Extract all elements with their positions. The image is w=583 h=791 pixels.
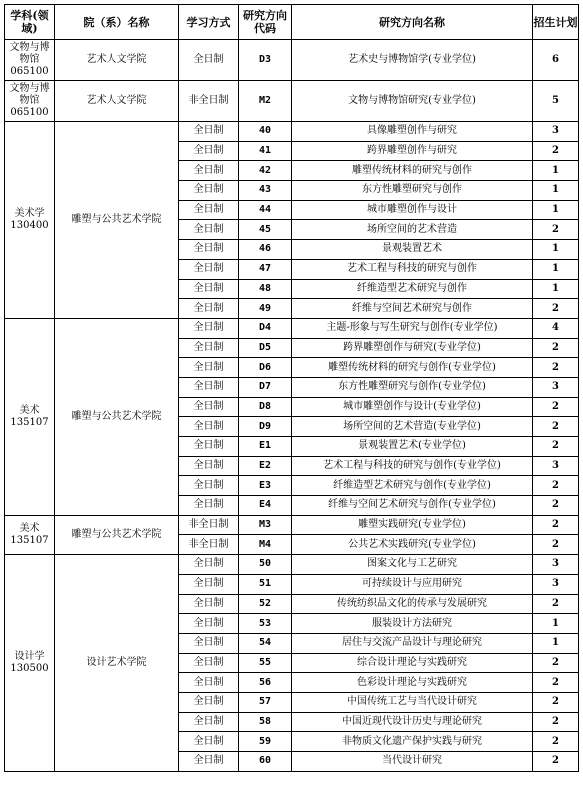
direction-cell: 纤维造型艺术研究与创作(专业学位) [292, 476, 533, 496]
code-cell: 57 [239, 692, 292, 712]
direction-cell: 艺术工程与科技的研究与创作 [292, 259, 533, 279]
direction-cell: 主题-形象与写生研究与创作(专业学位) [292, 318, 533, 338]
code-cell: D8 [239, 397, 292, 417]
mode-cell: 全日制 [179, 397, 239, 417]
plan-cell: 2 [533, 752, 579, 772]
code-cell: 43 [239, 181, 292, 201]
mode-cell: 非全日制 [179, 81, 239, 122]
code-cell: 60 [239, 752, 292, 772]
plan-cell: 2 [533, 299, 579, 319]
mode-cell: 全日制 [179, 614, 239, 634]
header-college: 院（系）名称 [55, 5, 179, 40]
direction-cell: 景观装置艺术 [292, 240, 533, 260]
code-cell: D7 [239, 377, 292, 397]
plan-cell: 2 [533, 476, 579, 496]
code-cell: D4 [239, 318, 292, 338]
mode-cell: 全日制 [179, 122, 239, 142]
plan-cell: 1 [533, 259, 579, 279]
header-mode: 学习方式 [179, 5, 239, 40]
header-subject: 学科(领域) [5, 5, 55, 40]
mode-cell: 全日制 [179, 220, 239, 240]
direction-cell: 居住与交流产品设计与理论研究 [292, 633, 533, 653]
direction-cell: 场所空间的艺术营造(专业学位) [292, 417, 533, 437]
college-cell: 雕塑与公共艺术学院 [55, 515, 179, 554]
subject-name: 设计学 [14, 650, 45, 662]
plan-cell: 1 [533, 240, 579, 260]
direction-cell: 图案文化与工艺研究 [292, 555, 533, 575]
mode-cell: 全日制 [179, 240, 239, 260]
direction-cell: 纤维造型艺术研究与创作 [292, 279, 533, 299]
mode-cell: 全日制 [179, 299, 239, 319]
mode-cell: 全日制 [179, 40, 239, 81]
direction-cell: 跨界雕塑创作与研究(专业学位) [292, 338, 533, 358]
subject-cell [5, 40, 55, 81]
mode-cell: 全日制 [179, 358, 239, 378]
code-cell: M2 [239, 81, 292, 122]
direction-cell: 中国传统工艺与当代设计研究 [292, 692, 533, 712]
plan-cell: 2 [533, 692, 579, 712]
plan-cell: 1 [533, 279, 579, 299]
plan-cell: 3 [533, 456, 579, 476]
table-body [5, 40, 579, 772]
header-row [5, 5, 579, 40]
plan-cell: 2 [533, 535, 579, 555]
college-cell: 艺术人文学院 [55, 40, 179, 81]
direction-cell: 场所空间的艺术营造 [292, 220, 533, 240]
subject-name: 美术 [19, 404, 40, 416]
direction-cell: 当代设计研究 [292, 752, 533, 772]
direction-cell: 纤维与空间艺术研究与创作 [292, 299, 533, 319]
table-row [5, 81, 579, 122]
mode-cell: 全日制 [179, 594, 239, 614]
mode-cell: 全日制 [179, 141, 239, 161]
code-cell: E4 [239, 496, 292, 516]
enrollment-table [4, 4, 579, 772]
plan-cell: 2 [533, 417, 579, 437]
subject-name: 文物与博物馆 [9, 42, 50, 65]
plan-cell: 1 [533, 161, 579, 181]
code-cell: 54 [239, 633, 292, 653]
direction-cell: 跨界雕塑创作与研究 [292, 141, 533, 161]
mode-cell: 全日制 [179, 279, 239, 299]
mode-cell: 全日制 [179, 555, 239, 575]
plan-cell: 2 [533, 397, 579, 417]
plan-cell: 3 [533, 574, 579, 594]
mode-cell: 全日制 [179, 181, 239, 201]
subject-cell [5, 515, 55, 554]
plan-cell: 3 [533, 377, 579, 397]
direction-cell: 非物质文化遗产保护实践与研究 [292, 732, 533, 752]
plan-cell: 2 [533, 358, 579, 378]
plan-cell: 2 [533, 496, 579, 516]
direction-cell: 城市雕塑创作与设计(专业学位) [292, 397, 533, 417]
code-cell: 48 [239, 279, 292, 299]
plan-cell: 2 [533, 437, 579, 457]
direction-cell: 色彩设计理论与实践研究 [292, 673, 533, 693]
mode-cell: 非全日制 [179, 515, 239, 535]
mode-cell: 全日制 [179, 653, 239, 673]
mode-cell: 全日制 [179, 692, 239, 712]
plan-cell: 2 [533, 220, 579, 240]
code-cell: 41 [239, 141, 292, 161]
direction-cell: 东方性雕塑研究与创作(专业学位) [292, 377, 533, 397]
mode-cell: 全日制 [179, 574, 239, 594]
direction-cell: 城市雕塑创作与设计 [292, 200, 533, 220]
header-code: 研究方向代码 [239, 5, 292, 40]
plan-cell: 1 [533, 614, 579, 634]
direction-cell: 雕塑实践研究(专业学位) [292, 515, 533, 535]
mode-cell: 全日制 [179, 752, 239, 772]
header-direction: 研究方向名称 [292, 5, 533, 40]
direction-cell: 文物与博物馆研究(专业学位) [292, 81, 533, 122]
table-row [5, 555, 579, 575]
direction-cell: 可持续设计与应用研究 [292, 574, 533, 594]
mode-cell: 全日制 [179, 456, 239, 476]
direction-cell: 东方性雕塑研究与创作 [292, 181, 533, 201]
direction-cell: 艺术史与博物馆学(专业学位) [292, 40, 533, 81]
code-cell: E1 [239, 437, 292, 457]
subject-code: 135107 [10, 416, 49, 428]
code-cell: 59 [239, 732, 292, 752]
code-cell: D3 [239, 40, 292, 81]
subject-cell [5, 122, 55, 319]
subject-cell [5, 318, 55, 515]
code-cell: E3 [239, 476, 292, 496]
plan-cell: 2 [533, 338, 579, 358]
code-cell: 51 [239, 574, 292, 594]
code-cell: 55 [239, 653, 292, 673]
direction-cell: 具像雕塑创作与研究 [292, 122, 533, 142]
subject-code: 130400 [10, 219, 49, 231]
plan-cell: 2 [533, 594, 579, 614]
code-cell: D5 [239, 338, 292, 358]
table-row [5, 122, 579, 142]
subject-name: 文物与博物馆 [9, 83, 50, 106]
code-cell: 45 [239, 220, 292, 240]
plan-cell: 2 [533, 515, 579, 535]
code-cell: 46 [239, 240, 292, 260]
plan-cell: 1 [533, 181, 579, 201]
mode-cell: 全日制 [179, 161, 239, 181]
subject-code: 065100 [10, 66, 49, 77]
subject-code: 130500 [10, 662, 49, 674]
mode-cell: 全日制 [179, 259, 239, 279]
college-cell: 雕塑与公共艺术学院 [55, 122, 179, 319]
code-cell: M4 [239, 535, 292, 555]
table-row [5, 318, 579, 338]
subject-cell [5, 81, 55, 122]
mode-cell: 全日制 [179, 673, 239, 693]
subject-code: 135107 [10, 534, 49, 546]
code-cell: 44 [239, 200, 292, 220]
direction-cell: 服装设计方法研究 [292, 614, 533, 634]
plan-cell: 2 [533, 673, 579, 693]
mode-cell: 全日制 [179, 496, 239, 516]
plan-cell: 4 [533, 318, 579, 338]
direction-cell: 纤维与空间艺术研究与创作(专业学位) [292, 496, 533, 516]
code-cell: D6 [239, 358, 292, 378]
direction-cell: 中国近现代设计历史与理论研究 [292, 712, 533, 732]
plan-cell: 1 [533, 633, 579, 653]
direction-cell: 景观装置艺术(专业学位) [292, 437, 533, 457]
header-plan: 招生计划 [533, 5, 579, 40]
code-cell: 40 [239, 122, 292, 142]
college-cell: 雕塑与公共艺术学院 [55, 318, 179, 515]
mode-cell: 全日制 [179, 633, 239, 653]
subject-name: 美术学 [14, 207, 45, 219]
direction-cell: 公共艺术实践研究(专业学位) [292, 535, 533, 555]
mode-cell: 全日制 [179, 732, 239, 752]
table-row [5, 40, 579, 81]
code-cell: 56 [239, 673, 292, 693]
subject-code: 065100 [10, 107, 49, 118]
code-cell: E2 [239, 456, 292, 476]
code-cell: 50 [239, 555, 292, 575]
direction-cell: 传统纺织品文化的传承与发展研究 [292, 594, 533, 614]
plan-cell: 2 [533, 653, 579, 673]
mode-cell: 全日制 [179, 318, 239, 338]
code-cell: 53 [239, 614, 292, 634]
code-cell: 42 [239, 161, 292, 181]
code-cell: M3 [239, 515, 292, 535]
code-cell: 52 [239, 594, 292, 614]
mode-cell: 全日制 [179, 437, 239, 457]
plan-cell: 1 [533, 200, 579, 220]
direction-cell: 雕塑传统材料的研究与创作 [292, 161, 533, 181]
plan-cell: 2 [533, 712, 579, 732]
mode-cell: 全日制 [179, 476, 239, 496]
mode-cell: 非全日制 [179, 535, 239, 555]
table-row [5, 515, 579, 535]
mode-cell: 全日制 [179, 338, 239, 358]
college-cell: 设计艺术学院 [55, 555, 179, 772]
plan-cell: 6 [533, 40, 579, 81]
mode-cell: 全日制 [179, 417, 239, 437]
mode-cell: 全日制 [179, 200, 239, 220]
mode-cell: 全日制 [179, 377, 239, 397]
code-cell: D9 [239, 417, 292, 437]
plan-cell: 3 [533, 122, 579, 142]
plan-cell: 2 [533, 732, 579, 752]
college-cell: 艺术人文学院 [55, 81, 179, 122]
direction-cell: 艺术工程与科技的研究与创作(专业学位) [292, 456, 533, 476]
plan-cell: 5 [533, 81, 579, 122]
subject-name: 美术 [19, 522, 40, 534]
code-cell: 58 [239, 712, 292, 732]
subject-cell [5, 555, 55, 772]
direction-cell: 雕塑传统材料的研究与创作(专业学位) [292, 358, 533, 378]
code-cell: 47 [239, 259, 292, 279]
plan-cell: 3 [533, 555, 579, 575]
code-cell: 49 [239, 299, 292, 319]
direction-cell: 综合设计理论与实践研究 [292, 653, 533, 673]
mode-cell: 全日制 [179, 712, 239, 732]
plan-cell: 2 [533, 141, 579, 161]
